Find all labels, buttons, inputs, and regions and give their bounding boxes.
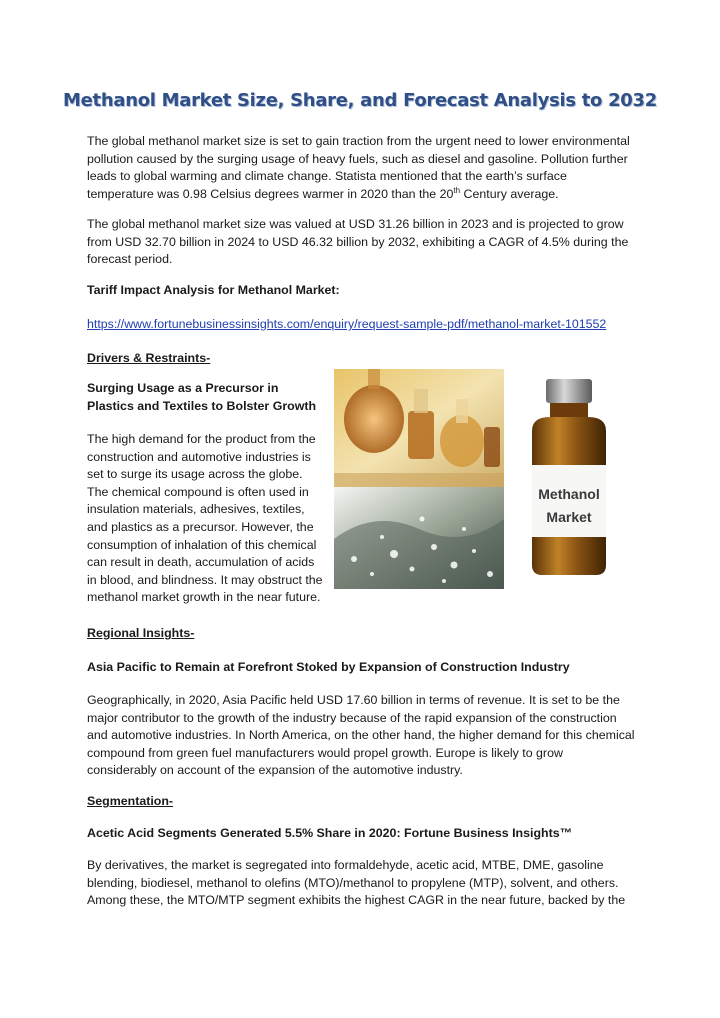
lab-flasks-photo: [334, 369, 504, 487]
sample-pdf-link[interactable]: https://www.fortunebusinessinsights.com/enquiry/request-sample-pdf/methanol-market-101552: [87, 317, 607, 331]
methanol-illustration: [334, 369, 634, 589]
regional-heading: Regional Insights-: [87, 626, 195, 640]
drivers-body: The high demand for the product from the construction and automotive industries is set to surge its usage across the globe. The chemical compound is often used in insulation materials, adhesives, textiles, and plastics as a precursor. However, the consumption of inhalation of this chemical can result in death, accumulation of acids in blood, and blindness. It may obstruct the methanol market growth in the near future.: [87, 432, 323, 605]
tariff-heading: Tariff Impact Analysis for Methanol Market:: [87, 283, 340, 297]
bottle-label-line2: Market: [546, 509, 592, 525]
segmentation-subheading: Acetic Acid Segments Generated 5.5% Share in 2020: Fortune Business Insights™: [87, 826, 572, 840]
drivers-subheading: Surging Usage as a Precursor in Plastics and Textiles to Bolster Growth: [87, 381, 317, 413]
intro-text-end: Century average.: [460, 186, 559, 201]
bottle-label-line1: Methanol: [538, 486, 600, 502]
intro-superscript: th: [453, 185, 461, 195]
intro-text: The global methanol market size is set to gain traction from the urgent need to lower environmental pollution caused by the surging usage of heavy fuels, such as diesel and gasoline. Pollution further leads to global warming and climate change. Statista mentioned that the earth’s surface temperature was 0.98 Celsius degrees warmer in 2020 than the 20: [87, 134, 630, 201]
liquid-drops-photo: [334, 487, 504, 589]
methanol-bottle-photo: [504, 369, 634, 589]
methanol-image-svg: [334, 369, 634, 589]
page-title: Methanol Market Size, Share, and Forecast Analysis to 2032: [63, 90, 657, 111]
segmentation-body: By derivatives, the market is segregated into formaldehyde, acetic acid, MTBE, DME, gasoline blending, biodiesel, methanol to olefins (MTO)/methanol to propylene (MTP), solvent, and others. Among these, the MTO/MTP segment exhibits the highest CAGR in the near future, backed by the: [87, 858, 626, 908]
drivers-heading: Drivers & Restraints-: [87, 351, 211, 365]
regional-body: Geographically, in 2020, Asia Pacific held USD 17.60 billion in terms of revenue. It is set to be the major contributor to the growth of the industry because of the rapid expansion of the construction and automotive industries. In North America, on the other hand, the higher demand for this chemical compound from green fuel manufacturers would propel growth. Europe is likely to grow considerably on account of the expansion of the automotive industry.: [87, 693, 635, 778]
segmentation-heading: Segmentation-: [87, 794, 174, 808]
sample-link-line: [87, 316, 635, 334]
regional-subheading: Asia Pacific to Remain at Forefront Stoked by Expansion of Construction Industry: [87, 660, 570, 674]
intro-paragraph: [87, 133, 635, 203]
valuation-paragraph: The global methanol market size was valued at USD 31.26 billion in 2023 and is projected to grow from USD 32.70 billion in 2024 to USD 46.32 billion by 2032, exhibiting a CAGR of 4.5% during the forecast period.: [87, 217, 629, 267]
